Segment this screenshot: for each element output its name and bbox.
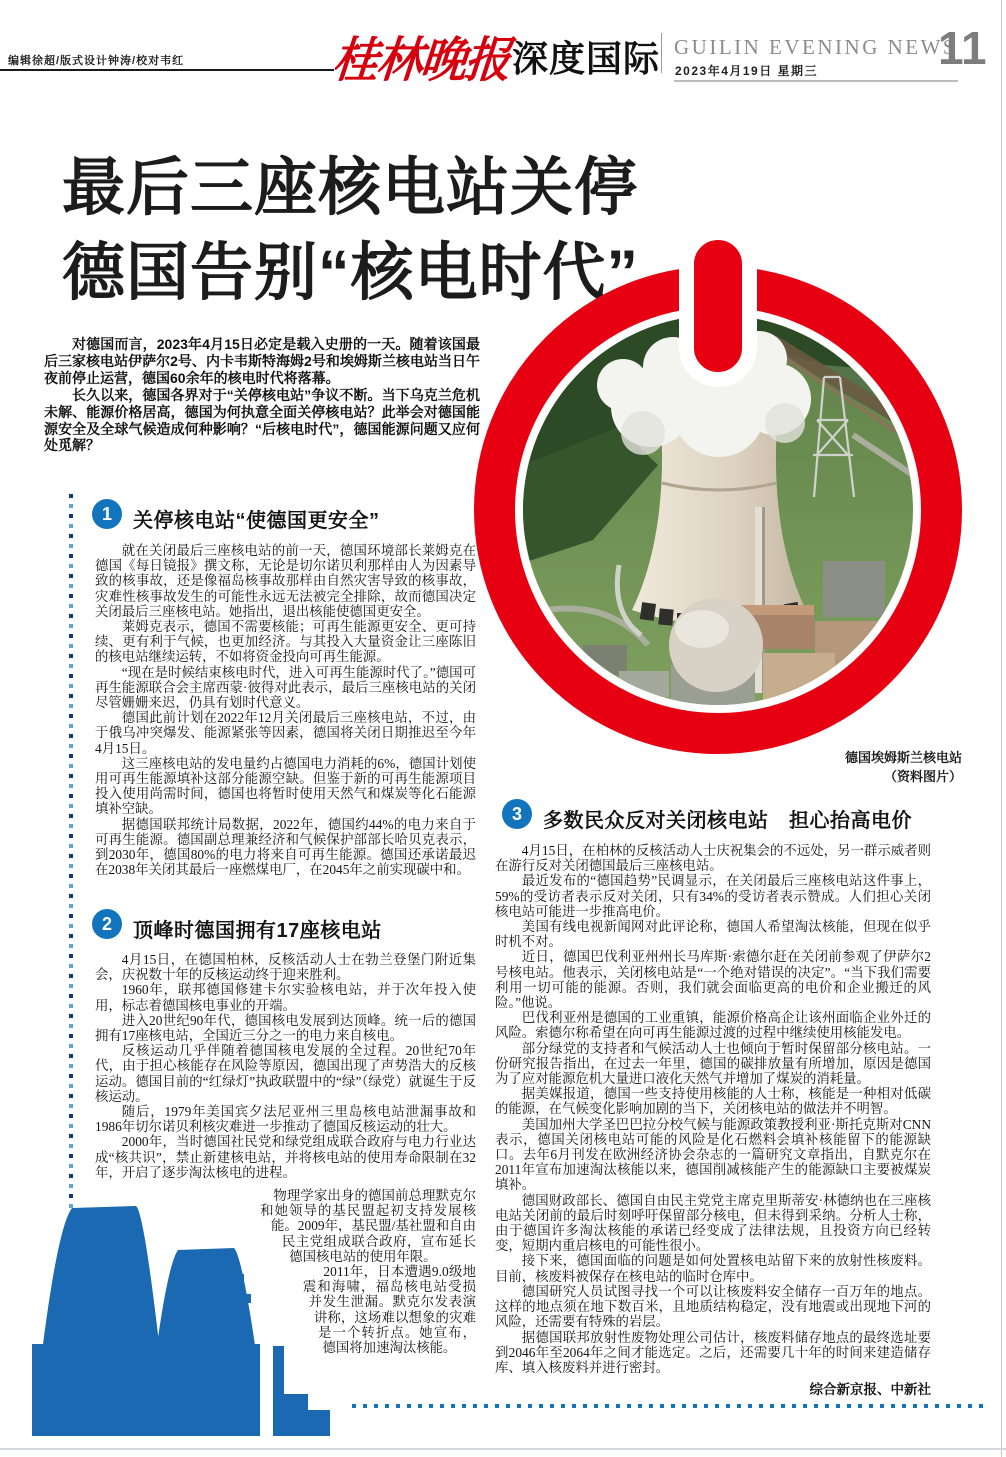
header-rule-left <box>0 69 334 71</box>
byline: 综合新京报、中新社 <box>809 1382 931 1397</box>
page-edge-right <box>1001 0 1002 1457</box>
dotted-rule-bottom <box>352 1404 986 1408</box>
paragraph: 4月15日，在德国柏林，反核活动人士在勃兰登堡门附近集会，庆祝数十年的反核运动终于迎来胜利。 <box>95 952 476 983</box>
paragraph: 德国研究人员试图寻找一个可以让核废料安全储存一百万年的地点。这样的地点须在地下数百米，且地质结构稳定，没有地震或出现地下河的风险，还需要有特殊的岩层。 <box>495 1283 931 1330</box>
intro-block <box>44 336 480 454</box>
paragraph: 2000年，当时德国社民党和绿党组成联合政府与电力行业达成“核共识”，禁止新建核电站，并将核电站的使用寿命限制在32年，开启了逐步淘汰核电的进程。 <box>95 1134 476 1180</box>
section-2-title: 顶峰时德国拥有17座核电站 <box>133 920 382 942</box>
paragraph: 物理学家出身的德国前总理默克尔和她领导的基民盟起初支持发展核能。2009年，基民盟/基社盟和自由民主党组成联合政府，宣布延长德国核电站的使用年限。 <box>260 1188 476 1264</box>
section-3-body <box>495 843 931 1375</box>
paragraph: 据德国联邦放射性废物处理公司估计，核废料储存地点的最终选址要到2046年至2064年之间才能选定。之后，还需要几十年的时间来建造储存库、填入核废料并进行密封。 <box>495 1329 931 1375</box>
headline-line2: 德国告别“核电时代” <box>62 238 639 308</box>
paragraph: 据德国联邦统计局数据，2022年，德国约44%的电力来自于可再生能源。德国副总理兼经济和气候保护部部长哈贝克表示，到2030年，德国80%的电力将来自可再生能源。德国还承诺最迟在2038年关闭其最后一座燃煤电厂，在2045年之前实现碳中和。 <box>95 816 476 878</box>
paragraph: 进入20世纪90年代，德国核电发展到达顶峰。统一后的德国拥有17座核电站，全国近三分之一的电力来自核电。 <box>95 1012 476 1044</box>
section-2-number: 2 <box>92 909 122 939</box>
paragraph: 据美媒报道，德国一些支持使用核能的人士称，核能是一种相对低碳的能源，在气候变化影响加剧的当下，关闭核电站的做法并不明智。 <box>495 1086 931 1117</box>
editor-info: 编辑徐超/版式设计钟涛/校对韦红 <box>8 55 185 67</box>
photo-caption-line2: （资料图片） <box>883 769 962 784</box>
page-edge-bottom <box>0 1448 1006 1450</box>
header-separator <box>661 33 662 73</box>
photo-caption <box>742 748 962 786</box>
paragraph: 1960年，联邦德国修建卡尔实验核电站，并于次年投入使用，标志着德国核电事业的开端。 <box>95 982 476 1013</box>
paragraph: 最近发布的“德国趋势”民调显示，在关闭最后三座核电站这件事上，59%的受访者表示反对关闭，只有34%的受访者表示赞成。人们担心关闭核电站可能进一步推高电价。 <box>495 873 931 919</box>
paragraph: 美国加州大学圣巴巴拉分校气候与能源政策教授利亚·斯托克斯对CNN表示，德国关闭核电站可能的风险是化石燃料会填补核能留下的能源缺口。去年6月刊发在欧洲经济协会杂志的一篇研究文章指出，自默克尔在2011年宣布加速淘汰核能以来，德国削减核能产生的能源缺口主要被煤炭填补。 <box>495 1116 931 1193</box>
paragraph: 美国有线电视新闻网对此评论称，德国人希望淘汰核能，但现在似乎时机不对。 <box>495 919 931 950</box>
paragraph: 反核运动几乎伴随着德国核电发展的全过程。20世纪70年代，由于担心核能存在风险等原因，德国出现了声势浩大的反核运动。德国目前的“红绿灯”执政联盟中的“绿”（绿党）就诞生于反核运动。 <box>95 1043 476 1104</box>
paragraph: 就在关闭最后三座核电站的前一天，德国环境部长莱姆克在德国《每日镜报》撰文称，无论是切尔诺贝利那样由人为因素导致的核事故，还是像福岛核事故那样由自然灾害导致的核事故，灾难性核事故发生的可能性永远无法被完全排除，故而德国决定关闭最后三座核电站。她指出，退出核能使德国更安全。 <box>95 543 476 619</box>
masthead-logo: 桂林晚报 <box>330 33 511 88</box>
paragraph: 4月15日，在柏林的反核活动人士庆祝集会的不远处，另一群示威者则在游行反对关闭德国最后三座核电站。 <box>495 843 931 874</box>
paragraph: 德国财政部长、德国自由民主党党主席克里斯蒂安·林德纳也在三座核电站关闭前的最后时刻呼吁保留部分核电，但未得到采纳。分析人士称，由于德国许多淘汰核能的承诺已经变成了法律法规，且投资方向已经转变，短期内重启核电的可能性很小。 <box>495 1192 931 1254</box>
section-2-paragraphs-top <box>95 952 476 1180</box>
paragraph: 长久以来，德国各界对于“关停核电站”争议不断。当下乌克兰危机未解、能源价格居高，德国为何执意全面关停核电站？此举会对德国能源安全及全球气候造成何种影响？“后核电时代”，德国能源问题又应何处觅解？ <box>44 386 480 454</box>
power-icon-bar <box>679 225 757 387</box>
paragraph: 接下来，德国面临的问题是如何处置核电站留下来的放射性核废料。目前，核废料被保存在核电站的临时仓库中。 <box>495 1253 931 1284</box>
paragraph: “现在是时候结束核电时代，进入可再生能源时代了。”德国可再生能源联合会主席西蒙·彼得对此表示，最后三座核电站的关闭尽管姗姗来迟，仍具有划时代意义。 <box>95 664 476 711</box>
paragraph: 莱姆克表示，德国不需要核能；可再生能源更安全、更可持续、更有利于气候，也更加经济。与其投入大量资金让三座陈旧的核电站继续运转，不如将资金投向可再生能源。 <box>95 619 476 665</box>
header-rule-right <box>674 80 958 82</box>
headline <box>62 146 639 316</box>
section-label: 深度国际 <box>512 38 661 79</box>
english-name: GUILIN EVENING NEWS <box>674 35 958 59</box>
section-3-number: 3 <box>502 799 532 829</box>
section-1-title: 关停核电站“使德国更安全” <box>133 510 380 532</box>
paragraph: 部分绿党的支持者和气候活动人士也倾向于暂时保留部分核电站。一份研究报告指出，在过去一年里，德国的碳排放量有所增加，原因是德国为了应对能源危机大量进口液化天然气并增加了煤炭的消耗量。 <box>495 1040 931 1087</box>
section-1-body <box>95 543 476 877</box>
paragraph: 德国此前计划在2022年12月关闭最后三座核电站，不过，由于俄乌冲突爆发、能源紧张等因素，德国将关闭日期推迟至今年4月15日。 <box>95 710 476 756</box>
page-number: 11 <box>938 22 987 74</box>
plant-silhouette-graphic <box>18 1186 348 1438</box>
photo-caption-line1: 德国埃姆斯兰核电站 <box>844 750 962 765</box>
paragraph: 随后，1979年美国宾夕法尼亚州三里岛核电站泄漏事故和1986年切尔诺贝利核灾难进一步推动了德国反核运动的壮大。 <box>95 1104 476 1135</box>
paragraph: 2011年，日本遭遇9.0级地震和海啸，福岛核电站受损并发生泄漏。默克尔发表演讲称，这场难以想象的灾难是一个转折点。她宣布，德国将加速淘汰核能。 <box>302 1264 476 1356</box>
section-3-title: 多数民众反对关闭核电站 担心抬高电价 <box>543 810 912 832</box>
paragraph: 近日，德国巴伐利亚州州长马库斯·索德尔赶在关闭前参观了伊萨尔2号核电站。他表示，关闭核电站是“一个绝对错误的决定”。“当下我们需要利用一切可能的能源。否则，我们就会面临更高的电价和企业搬迁的风险。”他说。 <box>495 949 931 1011</box>
paragraph: 对德国而言，2023年4月15日必定是载入史册的一天。随着该国最后三家核电站伊萨尔2号、内卡韦斯特海姆2号和埃姆斯兰核电站当日午夜前停止运营，德国60余年的核电时代将落幕。 <box>44 336 480 386</box>
paragraph: 巴伐利亚州是德国的工业重镇，能源价格高企让该州面临企业外迁的风险。索德尔称希望在向可再生能源过渡的过程中继续使用核能发电。 <box>495 1010 931 1041</box>
paragraph: 这三座核电站的发电量约占德国电力消耗的6%，德国计划使用可再生能源填补这部分能源空缺。但鉴于新的可再生能源项目投入使用尚需时间，德国也将暂时使用天然气和煤炭等化石能源填补空缺。 <box>95 755 476 817</box>
headline-line1: 最后三座核电站关停 <box>62 153 638 223</box>
section-1-number: 1 <box>92 499 122 529</box>
date-line: 2023年4月19日 星期三 <box>675 64 819 78</box>
